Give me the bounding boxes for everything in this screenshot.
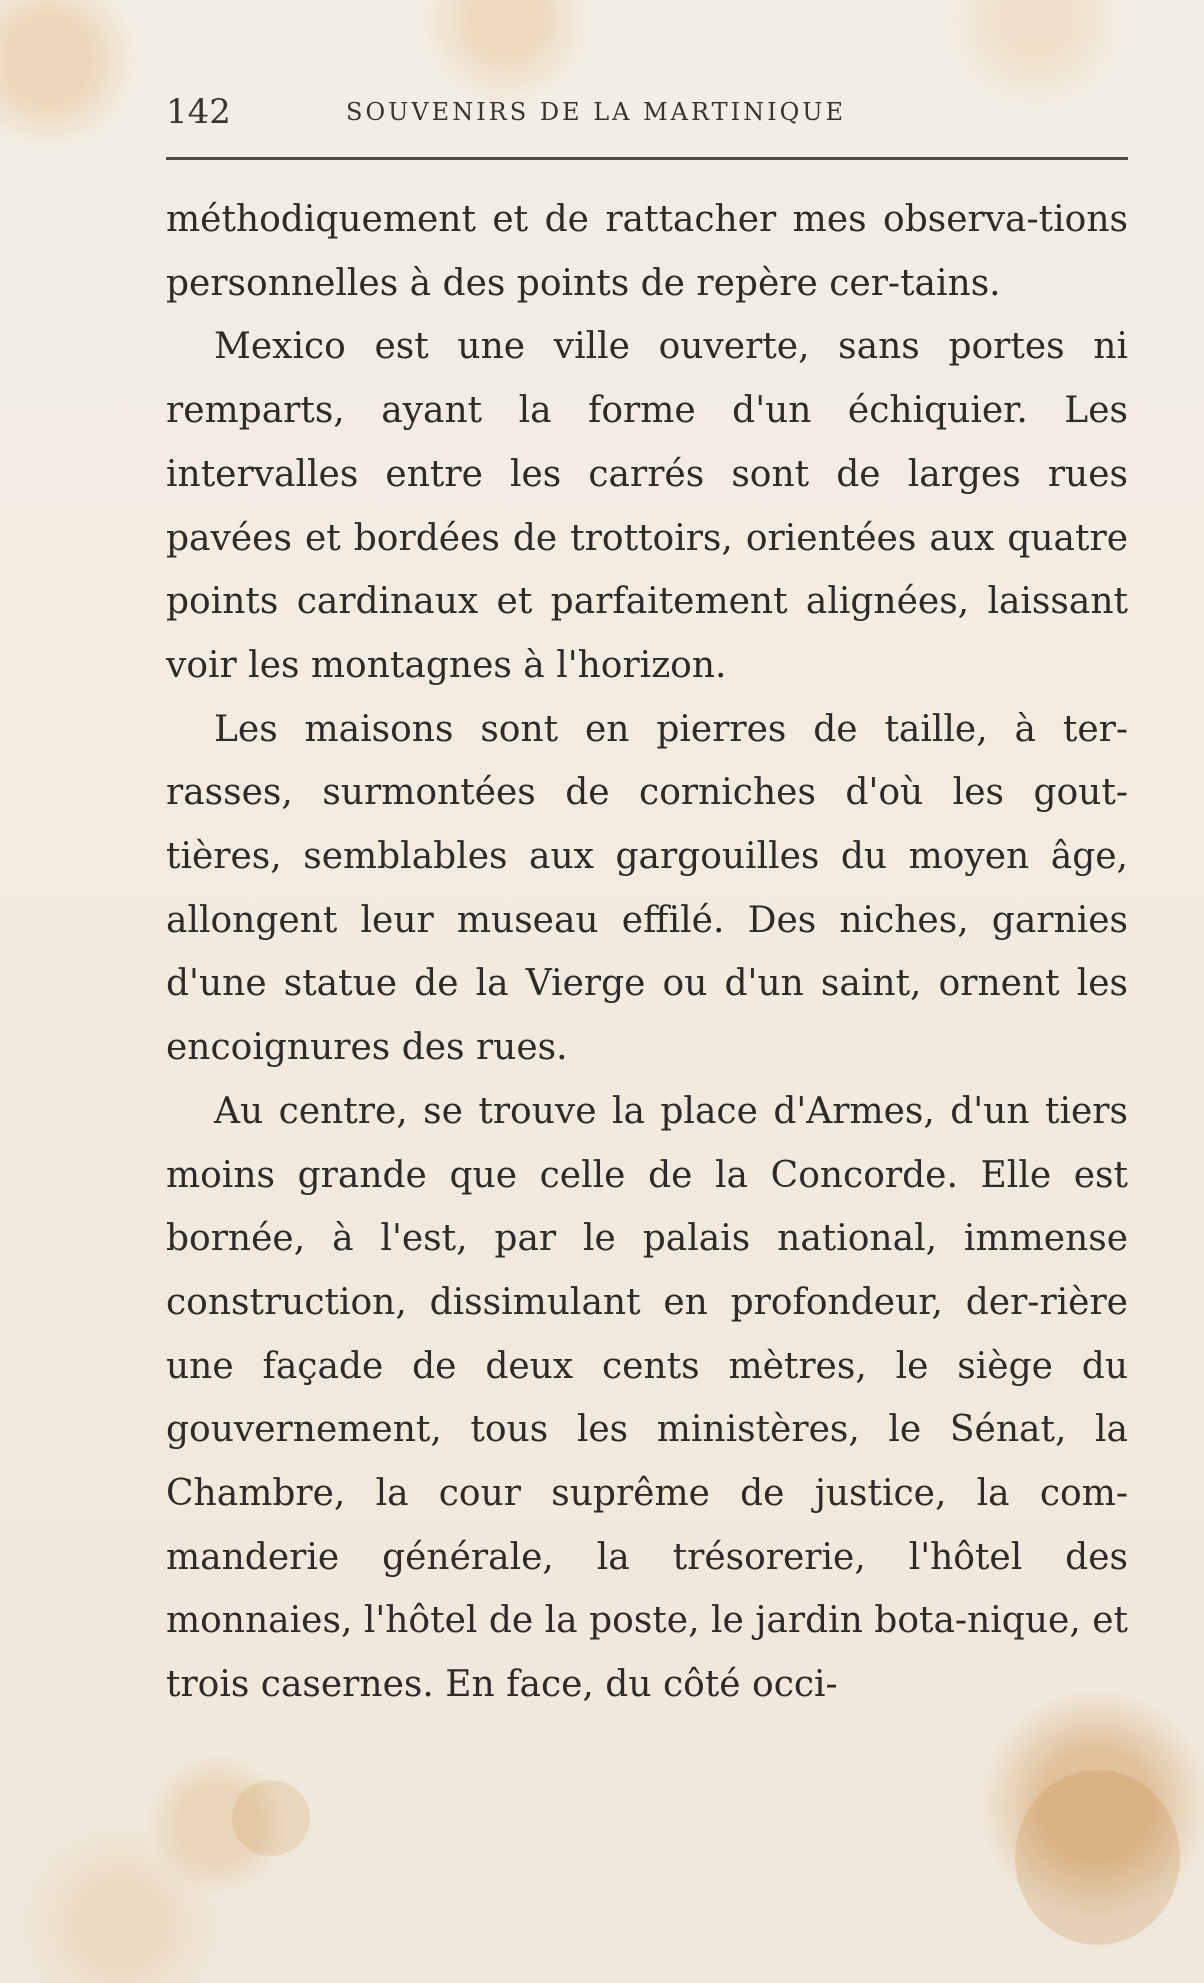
paragraph: Les maisons sont en pierres de taille, à ter-rasses, surmontées de corniches d'où les gout-tières, semblables aux gargouilles du moyen âge, allongent leur museau effilé. Des niches, garnies d'une statue de la Vierge ou d'un saint, ornent les encoignures des rues. xyxy=(166,708,1128,1069)
body-text xyxy=(166,188,1128,1717)
page-number: 142 xyxy=(166,92,231,132)
paragraph: Mexico est une ville ouverte, sans portes ni remparts, ayant la forme d'un échiquier. Les intervalles entre les carrés sont de larges rues pavées et bordées de trottoirs, orientées aux quatre points cardinaux et parfaitement alignées, laissant voir les montagnes à l'horizon. xyxy=(166,326,1128,686)
paragraph: méthodiquement et de rattacher mes observa-tions personnelles à des points de repère cer-tains. xyxy=(166,199,1128,304)
paragraph: Au centre, se trouve la place d'Armes, d'un tiers moins grande que celle de la Concorde. Elle est bornée, à l'est, par le palais national, immense construction, dissimulant en profondeur, der-rière une façade de deux cents mètres, le siège du gouvernement, tous les ministères, le Sénat, la Chambre, la cour suprême de justice, la com-manderie générale, la trésorerie, l'hôtel des monnaies, l'hôtel de la poste, le jardin bota-nique, et trois casernes. En face, du côté occi- xyxy=(166,1090,1128,1706)
header-rule xyxy=(166,157,1128,160)
age-stain xyxy=(1015,1770,1180,1945)
running-title: SOUVENIRS DE LA MARTINIQUE xyxy=(346,98,847,126)
page-header xyxy=(166,92,1128,136)
age-stain xyxy=(232,1780,310,1856)
